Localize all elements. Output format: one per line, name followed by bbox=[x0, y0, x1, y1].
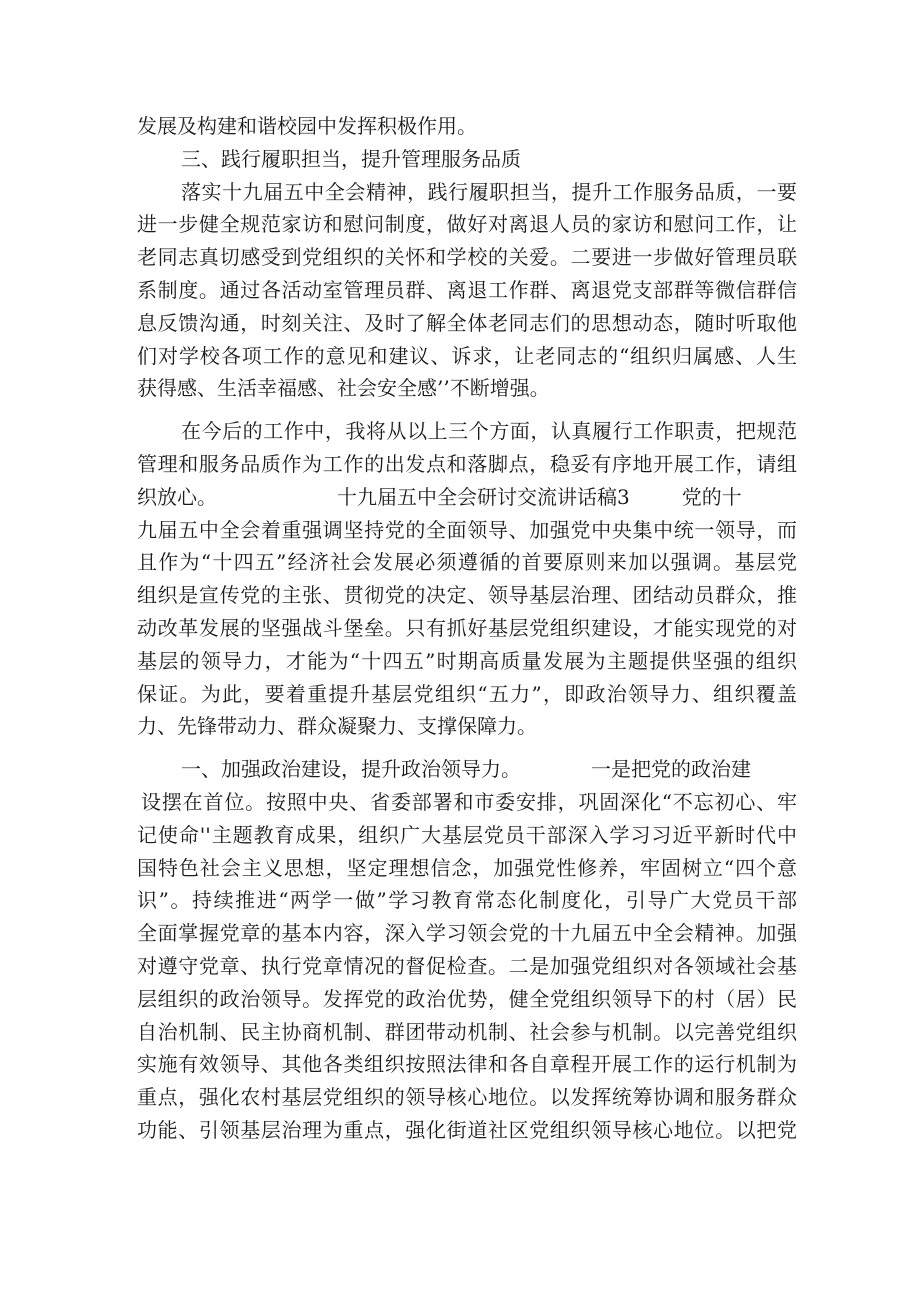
section-heading-3: 三、践行履职担当，提升管理服务品质 bbox=[181, 146, 521, 171]
text-line: 自治机制、民主协商机制、群团带动机制、社会参与机制。以完善党组织 bbox=[137, 1019, 797, 1044]
text-line: 九届五中全会着重强调坚持党的全面领导、加强党中央集中统一领导，而 bbox=[137, 517, 797, 542]
text-line: 国特色社会主义思想，坚定理想信念，加强党性修养，牢固树立“四个意 bbox=[137, 855, 797, 880]
heading-text: 一、加强政治建设，提升政治领导力。 bbox=[181, 757, 521, 782]
text-line: 系制度。通过各活动室管理员群、离退工作群、离退党支部群等微信群信 bbox=[137, 277, 797, 302]
text-line: 全面掌握党章的基本内容，深入学习领会党的十九届五中全会精神。加强 bbox=[137, 921, 797, 946]
document-body bbox=[137, 110, 797, 1147]
text-line: 保证。为此，要着重提升基层党组织“五力”，即政治领导力、组织覆盖 bbox=[137, 681, 797, 706]
text-line: 在今后的工作中，我将从以上三个方面，认真履行工作职责，把规范 bbox=[181, 419, 797, 444]
text-fragment: 织放心。 bbox=[137, 484, 217, 509]
text-line: 获得感、生活幸福感、社会安全感’’不断增强。 bbox=[137, 376, 550, 401]
text-line: 记使命''主题教育成果，组织广大基层党员干部深入学习习近平新时代中 bbox=[137, 822, 797, 847]
speech-title: 十九届五中全会研讨交流讲话稿3 bbox=[337, 484, 630, 509]
text-line: 进一步健全规范家访和慰问制度，做好对离退人员的家访和慰问工作，让 bbox=[137, 212, 797, 237]
text-line: 对遵守党章、执行党章情况的督促检查。二是加强党组织对各领域社会基 bbox=[137, 953, 797, 978]
section-heading-1 bbox=[137, 753, 797, 786]
text-line: 设摆在首位。按照中央、省委部署和市委安排，巩固深化“不忘初心、牢 bbox=[141, 789, 797, 814]
paragraph-gap bbox=[137, 743, 797, 753]
text-line: 落实十九届五中全会精神，践行履职担当，提升工作服务品质，一要 bbox=[181, 179, 797, 204]
text-line: 且作为“十四五”经济社会发展必须遵循的首要原则来加以强调。基层党 bbox=[137, 550, 797, 575]
text-line: 重点，强化农村基层党组织的领导核心地位。以发挥统筹协调和服务群众 bbox=[137, 1085, 797, 1110]
text-line: 息反馈沟通，时刻关注、及时了解全体老同志们的思想动态，随时听取他 bbox=[137, 310, 797, 335]
text-line: 们对学校各项工作的意见和建议、诉求，让老同志的“组织归属感、人生 bbox=[137, 343, 797, 368]
text-fragment: 党的十 bbox=[681, 484, 742, 509]
paragraph-gap bbox=[137, 405, 797, 415]
text-line: 基层的领导力，才能为“十四五”时期高质量发展为主题提供坚强的组织 bbox=[137, 648, 797, 673]
text-line-with-title bbox=[137, 481, 797, 514]
text-line: 功能、引领基层治理为重点，强化街道社区党组织领导核心地位。以把党 bbox=[137, 1117, 797, 1142]
text-line: 力、先锋带动力、群众凝聚力、支撑保障力。 bbox=[137, 714, 537, 739]
text-line: 老同志真切感受到党组织的关怀和学校的关爱。二要进一步做好管理员联 bbox=[137, 245, 797, 270]
text-line: 动改革发展的坚强战斗堡垒。只有抓好基层党组织建设，才能实现党的对 bbox=[137, 615, 797, 640]
text-line: 层组织的政治领导。发挥党的政治优势，健全党组织领导下的村（居）民 bbox=[137, 986, 797, 1011]
text-fragment: 一是把党的政治建 bbox=[591, 757, 751, 782]
text-line: 发展及构建和谐校园中发挥积极作用。 bbox=[137, 114, 477, 138]
text-line: 组织是宣传党的主张、贯彻党的决定、领导基层治理、团结动员群众，推 bbox=[137, 583, 797, 608]
text-line: 实施有效领导、其他各类组织按照法律和各自章程开展工作的运行机制为 bbox=[137, 1052, 797, 1077]
text-line: 识”。持续推进“两学一做”学习教育常态化制度化，引导广大党员干部 bbox=[137, 888, 797, 913]
text-line: 管理和服务品质作为工作的出发点和落脚点，稳妥有序地开展工作，请组 bbox=[137, 451, 797, 476]
